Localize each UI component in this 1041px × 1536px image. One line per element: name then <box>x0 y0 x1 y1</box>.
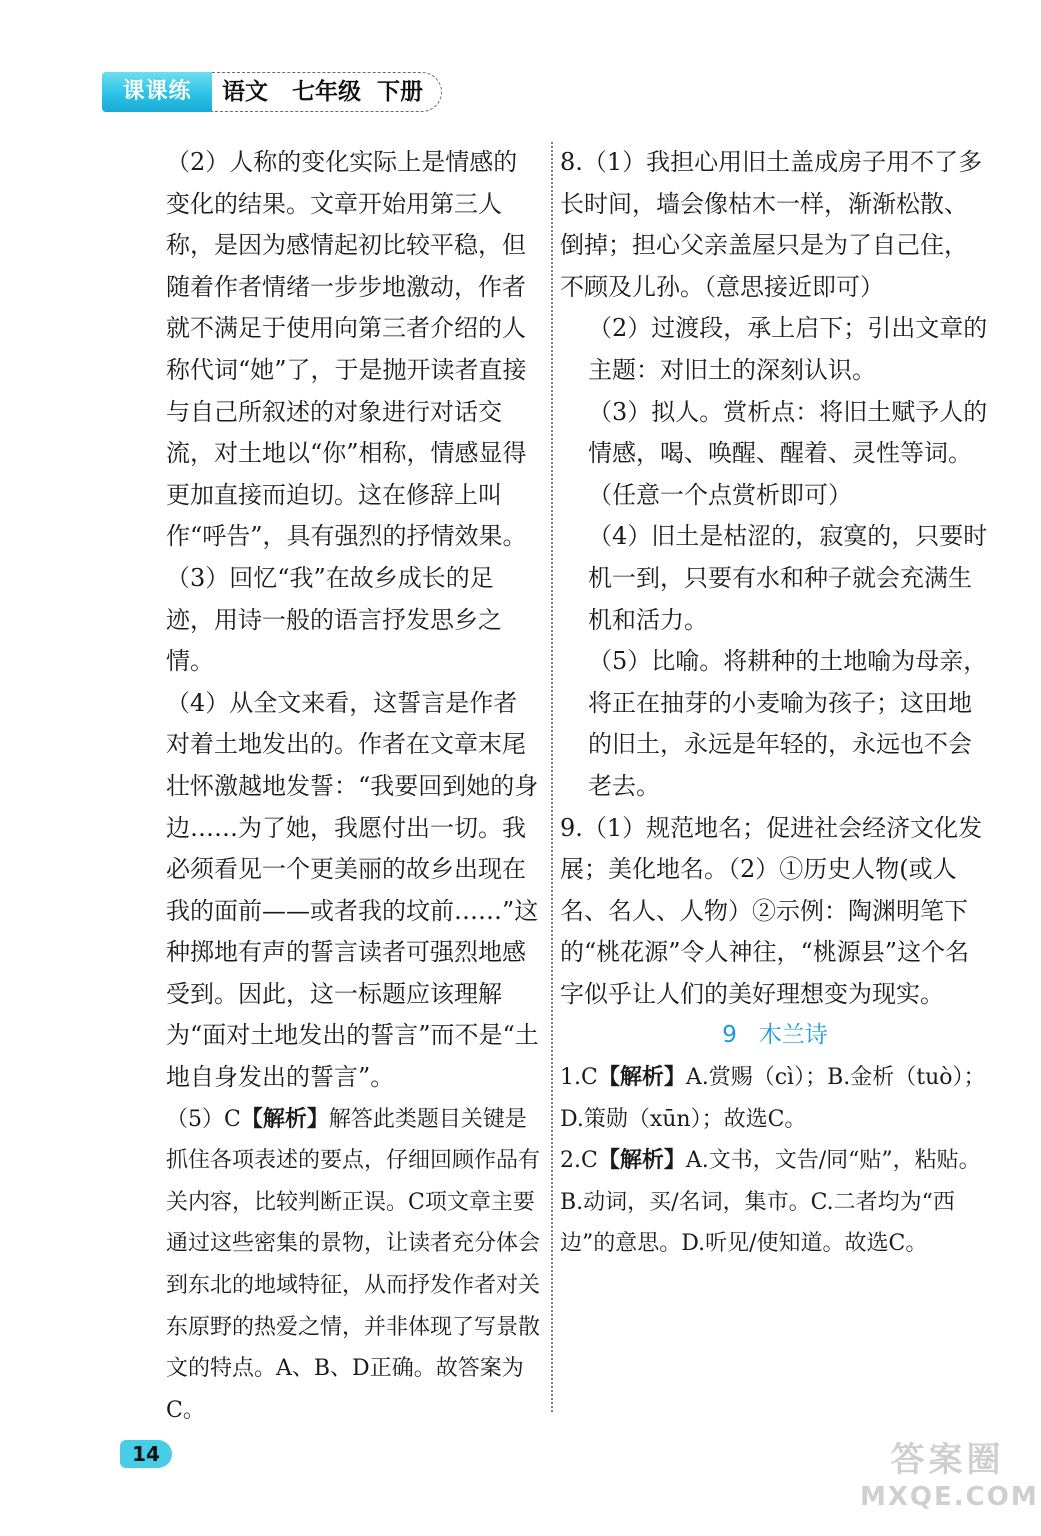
page-header <box>102 72 442 112</box>
answer-q7-4: （4）从全文来看，这誓言是作者对着土地发出的。作者在文章末尾壮怀激越地发誓：“我要回到她的身边……为了她，我愿付出一切。我必须看见一个更美丽的故乡出现在我的面前——或者我的坟前……”这种掷地有声的誓言读者可强烈地感受到。因此，这一标题应该理解为“面对土地发出的誓言”而不是“土地自身发出的誓言”。 <box>166 688 539 1092</box>
mulan-answer-1-text: A.赏赐（cì）；B.金析（tuò）；D.策勋（xūn）；故选C。 <box>560 1065 986 1132</box>
column-divider <box>551 142 553 1412</box>
answer-q7-5-text: 解答此类题目关键是抓住各项表述的要点，仔细回顾作品有关内容，比较判断正误。C项文章主要通过这些密集的景物，让读者充分体会到东北的地域特征，从而抒发作者对关东原野的热爱之情，并非体现了写景散文的特点。A、B、D正确。故答案为C。 <box>166 1106 541 1423</box>
answer-q8-3: （3）拟人。赏析点：将旧土赋予人的情感，喝、唤醒、醒着、灵性等词。（任意一个点赏析即可） <box>588 397 988 509</box>
mulan-answer-1-prefix: 1.C <box>560 1065 598 1091</box>
analysis-tag: 【解析】 <box>240 1106 329 1132</box>
mulan-answer-2-prefix: 2.C <box>560 1148 598 1174</box>
page-number-badge: 14 <box>120 1440 172 1468</box>
mulan-answer-2 <box>560 1140 990 1265</box>
answer-q7-5-prefix: （5）C <box>166 1106 241 1132</box>
right-column <box>560 142 990 1265</box>
section-title-mulan: 9 木兰诗 <box>722 1022 828 1049</box>
answer-q9: 9.（1）规范地名；促进社会经济文化发展；美化地名。（2）①历史人物(或人名、名人、人物）②示例：陶渊明笔下的“桃花源”令人神往，“桃源县”这个名字似乎让人们的美好理想变为现实。 <box>560 813 983 1008</box>
answer-q7-5 <box>138 1099 540 1432</box>
watermark-url: MXQE.COM <box>860 1482 1039 1512</box>
left-column <box>138 142 540 1431</box>
analysis-tag: 【解析】 <box>597 1148 686 1174</box>
answer-q8-1: 8.（1）我担心用旧土盖成房子用不了多长时间，墙会像枯木一样，渐渐松散、倒掉；担心父亲盖屋只是为了自己住，不顾及儿孙。（意思接近即可） <box>560 148 983 301</box>
answer-q8-4: （4）旧土是枯涩的，寂寞的，只要时机一到，只要有水和种子就会充满生机和活力。 <box>588 522 988 634</box>
answer-q7-3: （3）回忆“我”在故乡成长的足迹，用诗一般的语言抒发思乡之情。 <box>166 563 502 676</box>
answer-q8-2: （2）过渡段，承上启下；引出文章的主题：对旧土的深刻认识。 <box>588 314 988 384</box>
analysis-tag: 【解析】 <box>597 1065 686 1091</box>
site-watermark <box>860 1440 1039 1530</box>
mulan-answer-2-text: A.文书，文告/同“贴”，粘贴。B.动词，买/名词，集市。C.二者均为“西边”的意思。D.听见/使知道。故选C。 <box>560 1148 981 1257</box>
book-title: 语文 七年级 下册 <box>212 72 442 112</box>
answer-q7-2: （2）人称的变化实际上是情感的变化的结果。文章开始用第三人称，是因为感情起初比较平稳，但随着作者情绪一步步地激动，作者就不满足于使用向第三者介绍的人称代词“她”了，于是抛开读者直接与自己所叙述的对象进行对话交流，对土地以“你”相称，情感显得更加直接而迫切。这在修辞上叫作“呼告”，具有强烈的抒情效果。 <box>166 148 527 551</box>
mulan-answer-1 <box>560 1057 990 1140</box>
watermark-logo-text: 答案圈 <box>890 1440 1005 1480</box>
brand-logo: 课课练 <box>102 72 212 112</box>
answer-q8-5: （5）比喻。将耕种的土地喻为母亲，将正在抽芽的小麦喻为孩子；这田地的旧土，永远是年轻的，永远也不会老去。 <box>588 647 988 800</box>
